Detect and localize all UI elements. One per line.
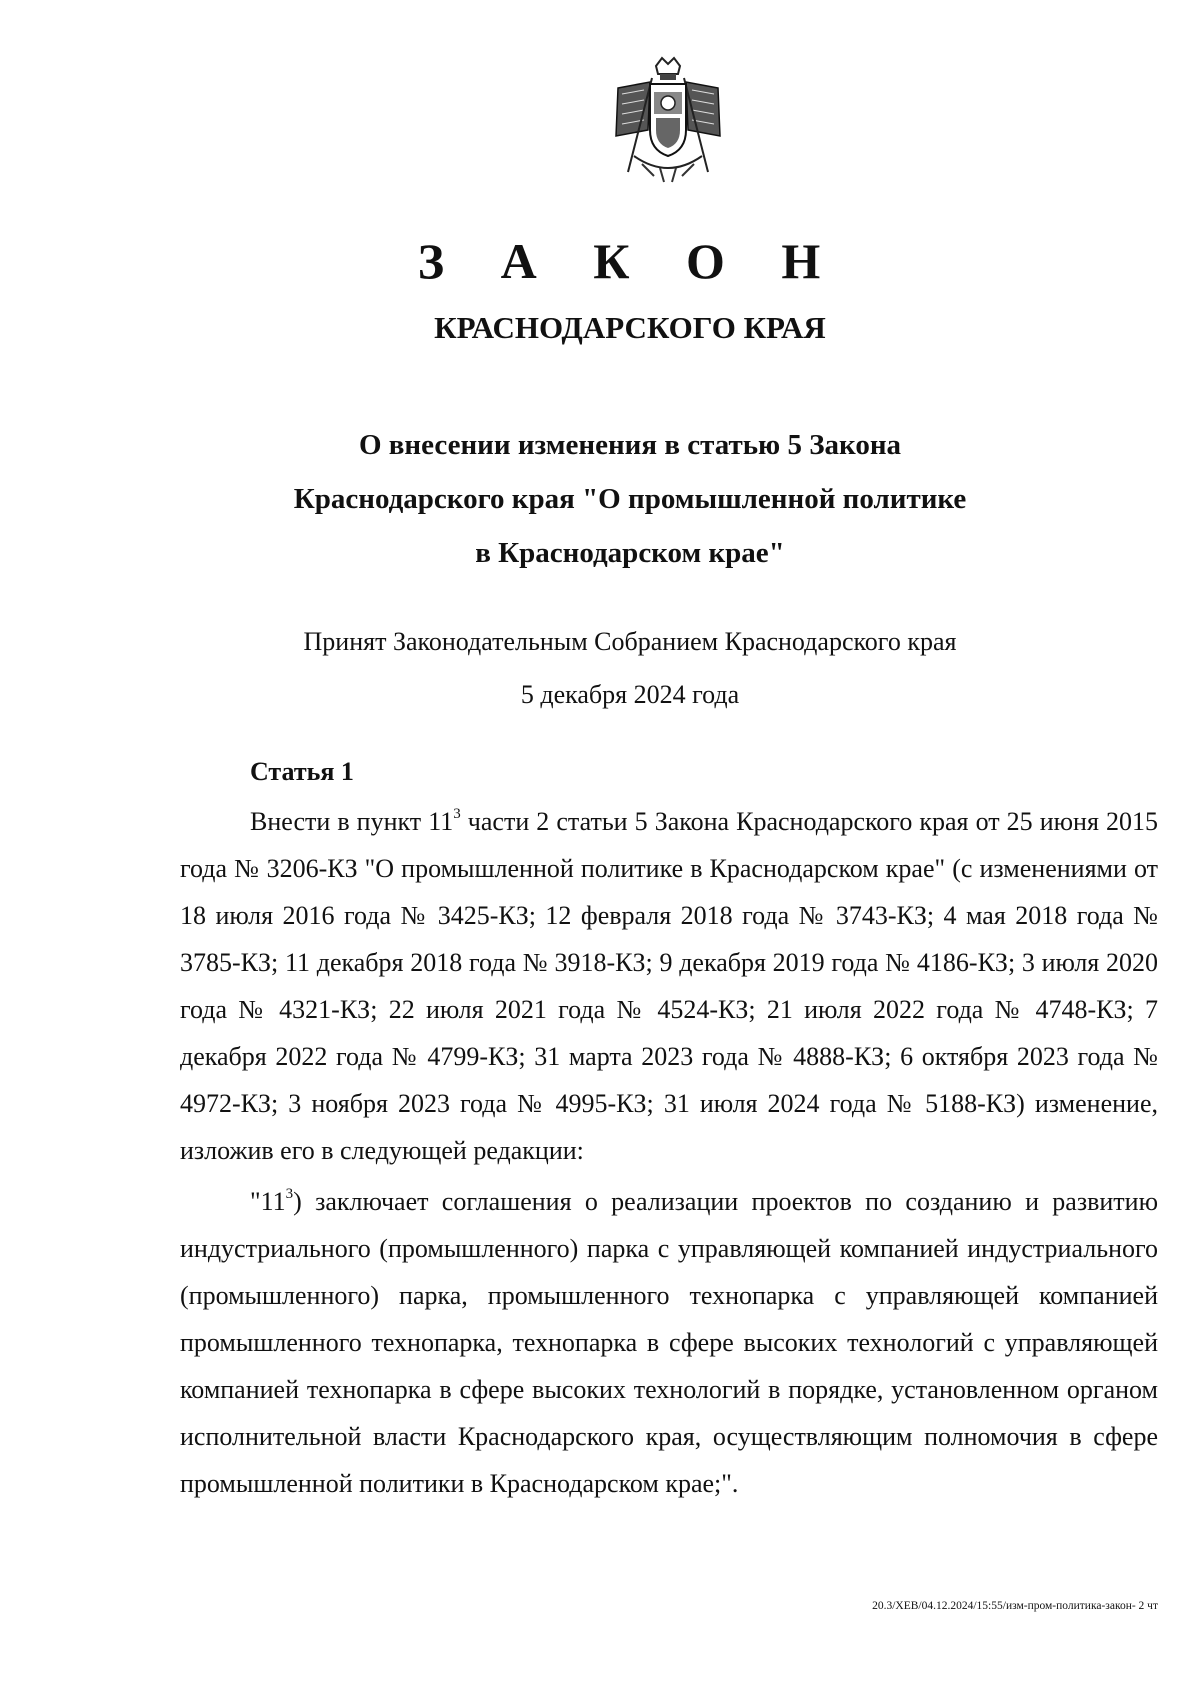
document-code: 20.3/ХЕВ/04.12.2024/15:55/изм-пром-политика-закон- 2 чт [872, 1600, 1158, 1612]
paragraph-text: части 2 статьи 5 Закона Краснодарского края от 25 июня 2015 года № 3206-КЗ "О промышленной политике в Краснодарском крае" (с изменениями от 18 июля 2016 года № 3425-КЗ; 12 февраля 2018 года № 3743-КЗ; 4 мая 2018 года № 3785-КЗ; 11 декабря 2018 года № 3918-КЗ; 9 декабря 2019 года № 4186-КЗ; 3 июля 2020 года № 4321-КЗ; 22 июля 2021 года № 4524-КЗ; 21 июля 2022 года № 4748-КЗ; 7 декабря 2022 года № 4799-КЗ; 31 марта 2023 года № 4888-КЗ; 6 октября 2023 года № 4972-КЗ; 3 ноября 2023 года № 4995-КЗ; 31 июля 2024 года № 5188-КЗ) изменение, изложив его в следующей редакции: [180, 807, 1158, 1165]
paragraph-text: ) заключает соглашения о реализации проектов по созданию и развитию индустриального (промышленного) парка с управляющей компанией индустриального (промышленного) парка, промышленного технопарка с управляющей компанией промышленного технопарка, технопарка в сфере высоких технологий с управляющей компанией технопарка в сфере высоких технологий в порядке, установленном органом исполнительной власти Краснодарского края, осуществляющим полномочия в сфере промышленной политики в Краснодарском крае;". [180, 1187, 1158, 1498]
article-body [180, 798, 1158, 1507]
law-heading [0, 418, 1200, 580]
adoption-line: Принят Законодательным Собранием Краснодарского края [303, 627, 957, 656]
heading-line: в Краснодарском крае" [475, 537, 785, 569]
paragraph [180, 1178, 1158, 1507]
law-subtitle: КРАСНОДАРСКОГО КРАЯ [434, 310, 826, 345]
heading-line: О внесении изменения в статью 5 Закона [358, 429, 902, 461]
coat-of-arms-icon [598, 52, 738, 192]
paragraph-text: "11 [250, 1187, 286, 1216]
adoption-date: 5 декабря 2024 года [520, 680, 740, 709]
article-title: Статья 1 [250, 757, 354, 786]
superscript: 3 [453, 806, 461, 823]
heading-line: Краснодарского края "О промышленной политике [293, 483, 967, 515]
superscript: 3 [285, 1186, 294, 1203]
law-title: З А К О Н [417, 233, 843, 289]
adoption-note [0, 615, 1200, 721]
paragraph-text: Внести в пункт 11 [250, 807, 454, 836]
paragraph [180, 798, 1158, 1174]
